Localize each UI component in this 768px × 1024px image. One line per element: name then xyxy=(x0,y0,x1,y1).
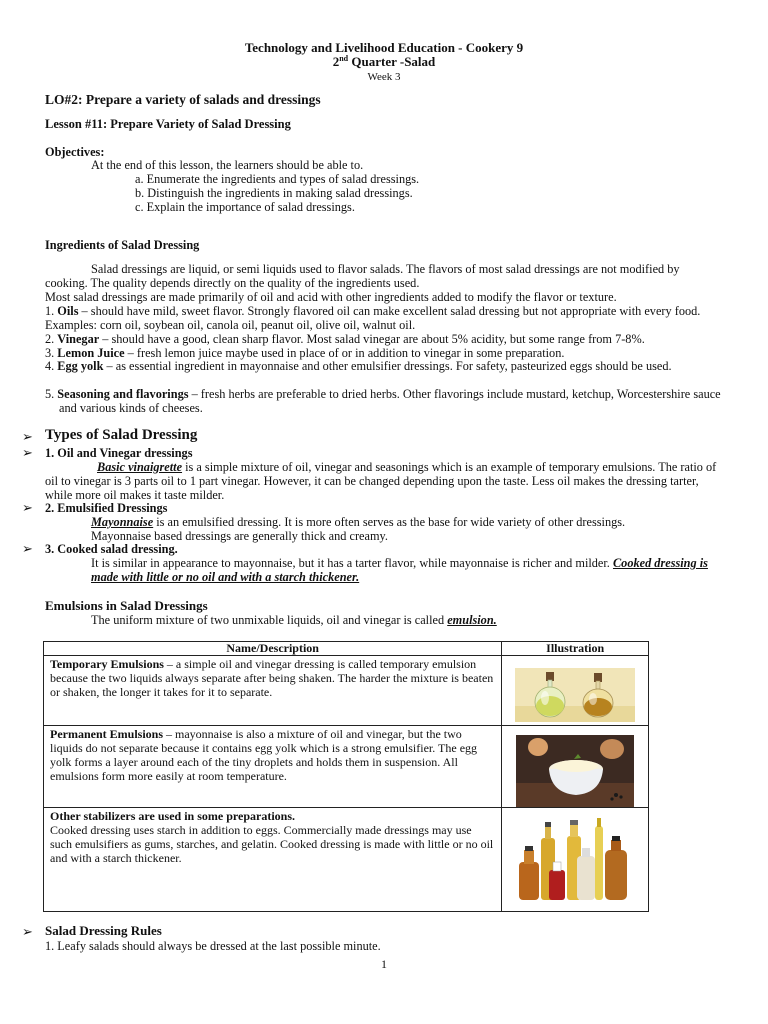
ingredient-item-seasoning xyxy=(45,387,739,415)
quarter-label: Quarter -Salad xyxy=(348,54,436,69)
table-header-illustration: Illustration xyxy=(502,642,649,656)
type2-line2: Mayonnaise based dressings are generally thick and creamy. xyxy=(91,529,388,543)
ingredients-paragraph: Salad dressings are liquid, or semi liquids used to flavor salads. The flavors of most salad dressings are not modified by cooking. The quality depends directly on the quality of the ingredients used. xyxy=(45,262,680,290)
types-heading: Types of Salad Dressing xyxy=(45,427,198,443)
week-label: Week 3 xyxy=(367,71,401,83)
ingredient-item-egg xyxy=(45,359,739,373)
type3-paragraph xyxy=(91,556,726,584)
row-term: Temporary Emulsions xyxy=(50,657,164,671)
type1-paragraph xyxy=(45,460,725,502)
mayonnaise-bowl-image xyxy=(516,735,634,807)
arrow-bullet-icon: ➢ xyxy=(22,541,33,556)
arrow-bullet-icon: ➢ xyxy=(22,924,33,939)
emulsions-heading: Emulsions in Salad Dressings xyxy=(45,598,208,613)
type1-heading: 1. Oil and Vinegar dressings xyxy=(45,446,193,460)
table-cell-illustration xyxy=(502,726,649,808)
document-title: Technology and Livelihood Education - Cookery 9 xyxy=(244,40,524,55)
table-cell-description xyxy=(44,808,502,912)
mayonnaise-term: Mayonnaise xyxy=(91,515,154,529)
row-term: Permanent Emulsions xyxy=(50,727,164,741)
rule-item: 1. Leafy salads should always be dressed at the last possible minute. xyxy=(45,939,381,953)
type1-text: is a simple mixture of oil, vinegar and seasonings which is an example of temporary emulsions. The ratio of oil to vinegar is 3 parts oil to 1 part vinegar. However, it can be changed depending upon the taste. Less oil makes the dressing tarter, while more oil makes it taste milder. xyxy=(45,460,717,502)
emulsions-table xyxy=(43,641,649,912)
item-term: Lemon Juice xyxy=(57,346,125,360)
item-text: – as essential ingredient in mayonnaise and other emulsifier dressings. For safety, pasteurized eggs should be used. xyxy=(103,359,672,373)
arrow-bullet-icon: ➢ xyxy=(22,500,33,515)
item-number: 1. xyxy=(45,304,58,318)
oil-vinegar-bottles-image xyxy=(515,668,635,722)
objectives-heading: Objectives: xyxy=(45,145,105,159)
objective-item: b. Distinguish the ingredients in making salad dressings. xyxy=(135,186,413,200)
table-row xyxy=(44,726,649,808)
objectives-list xyxy=(135,172,419,214)
item-text: – fresh herbs are preferable to dried herbs. Other flavorings include mustard, ketchup, Worcestershire sauce and various kinds of cheeses. xyxy=(59,387,721,415)
arrow-bullet-icon: ➢ xyxy=(22,445,33,460)
item-text: – should have a good, clean sharp flavor. Most salad vinegar are about 5% acidity, but some range from 7-8%. xyxy=(99,332,645,346)
item-number: 2. xyxy=(45,332,58,346)
item-term: Oils xyxy=(57,304,79,318)
objectives-intro: At the end of this lesson, the learners should be able to. xyxy=(91,158,364,172)
type2-text: is an emulsified dressing. It is more often serves as the base for wide variety of other dressings. xyxy=(153,515,626,529)
table-cell-illustration xyxy=(502,656,649,726)
table-row xyxy=(44,656,649,726)
row-text: Cooked dressing uses starch in addition to eggs. Commercially made dressings may use such emulsifiers as gums, starches, and gelatin. Cooked dressing is made with little or no oil and with a starch thickener. xyxy=(50,823,494,865)
table-header-row xyxy=(44,642,649,656)
emulsion-term: emulsion. xyxy=(447,613,497,627)
ingredient-item-oils xyxy=(45,304,725,332)
dressing-bottles-image xyxy=(515,816,635,906)
item-number: 5. xyxy=(45,387,58,401)
ingredients-heading: Ingredients of Salad Dressing xyxy=(45,238,200,252)
table-row xyxy=(44,808,649,912)
type3-emphasis: Cooked dressing is made with little or no oil and with a starch thickener. xyxy=(91,556,708,584)
objective-item: a. Enumerate the ingredients and types of salad dressings. xyxy=(135,172,420,186)
table-header-name: Name/Description xyxy=(44,642,502,656)
type3-text: It is similar in appearance to mayonnaise, but it has a tarter flavor, while mayonnaise is richer and milder. xyxy=(91,556,613,570)
ingredients-paragraph-2: Most salad dressings are made primarily of oil and acid with other ingredients added to modify the flavor or texture. xyxy=(45,290,617,304)
item-text: – fresh lemon juice maybe used in place of or in addition to vinegar in some preparation. xyxy=(124,346,565,360)
item-term: Seasoning and flavorings xyxy=(57,387,189,401)
learning-outcome: LO#2: Prepare a variety of salads and dressings xyxy=(45,92,321,107)
table-cell-description xyxy=(44,656,502,726)
quarter-superscript: nd xyxy=(339,54,349,63)
type3-heading: 3. Cooked salad dressing. xyxy=(45,542,178,556)
row-term: Other stabilizers are used in some preparations. xyxy=(50,809,295,823)
item-term: Vinegar xyxy=(57,332,100,346)
row-text: – a simple oil and vinegar dressing is called temporary emulsion because the two liquids always separate after being shaken. The harder the mixture is beaten or shaken, the longer it takes for it to separate. xyxy=(50,657,494,699)
type2-heading: 2. Emulsified Dressings xyxy=(45,501,168,515)
emulsions-intro-text: The uniform mixture of two unmixable liquids, oil and vinegar is called xyxy=(91,613,448,627)
rules-heading: Salad Dressing Rules xyxy=(45,923,162,938)
arrow-bullet-icon: ➢ xyxy=(22,429,33,444)
item-number: 3. xyxy=(45,346,58,360)
emulsions-intro xyxy=(91,613,497,627)
item-number: 4. xyxy=(45,359,58,373)
objective-item: c. Explain the importance of salad dressings. xyxy=(135,200,355,214)
table-cell-illustration xyxy=(502,808,649,912)
quarter-number: 2 xyxy=(332,54,340,69)
page-number: 1 xyxy=(381,957,387,971)
lesson-title: Lesson #11: Prepare Variety of Salad Dressing xyxy=(45,117,291,131)
ingredient-item-lemon xyxy=(45,346,725,360)
row-text: – mayonnaise is also a mixture of oil and vinegar, but the two liquids do not separate because it contains egg yolk which is a strong emulsifier. The egg yolk forms a layer around each of the tiny droplets and holds them in suspension. All emulsions form more easily at room temperature. xyxy=(50,727,478,783)
item-text: – should have mild, sweet flavor. Strongly flavored oil can make excellent salad dressing but not appropriate with every food. Examples: corn oil, soybean oil, canola oil, peanut oil, olive oil, walnut oil. xyxy=(45,304,701,332)
vinaigrette-term: Basic vinaigrette xyxy=(97,460,183,474)
item-term: Egg yolk xyxy=(57,359,104,373)
table-cell-description xyxy=(44,726,502,808)
ingredient-item-vinegar xyxy=(45,332,725,346)
quarter-title xyxy=(0,55,768,69)
type2-paragraph xyxy=(91,515,731,529)
